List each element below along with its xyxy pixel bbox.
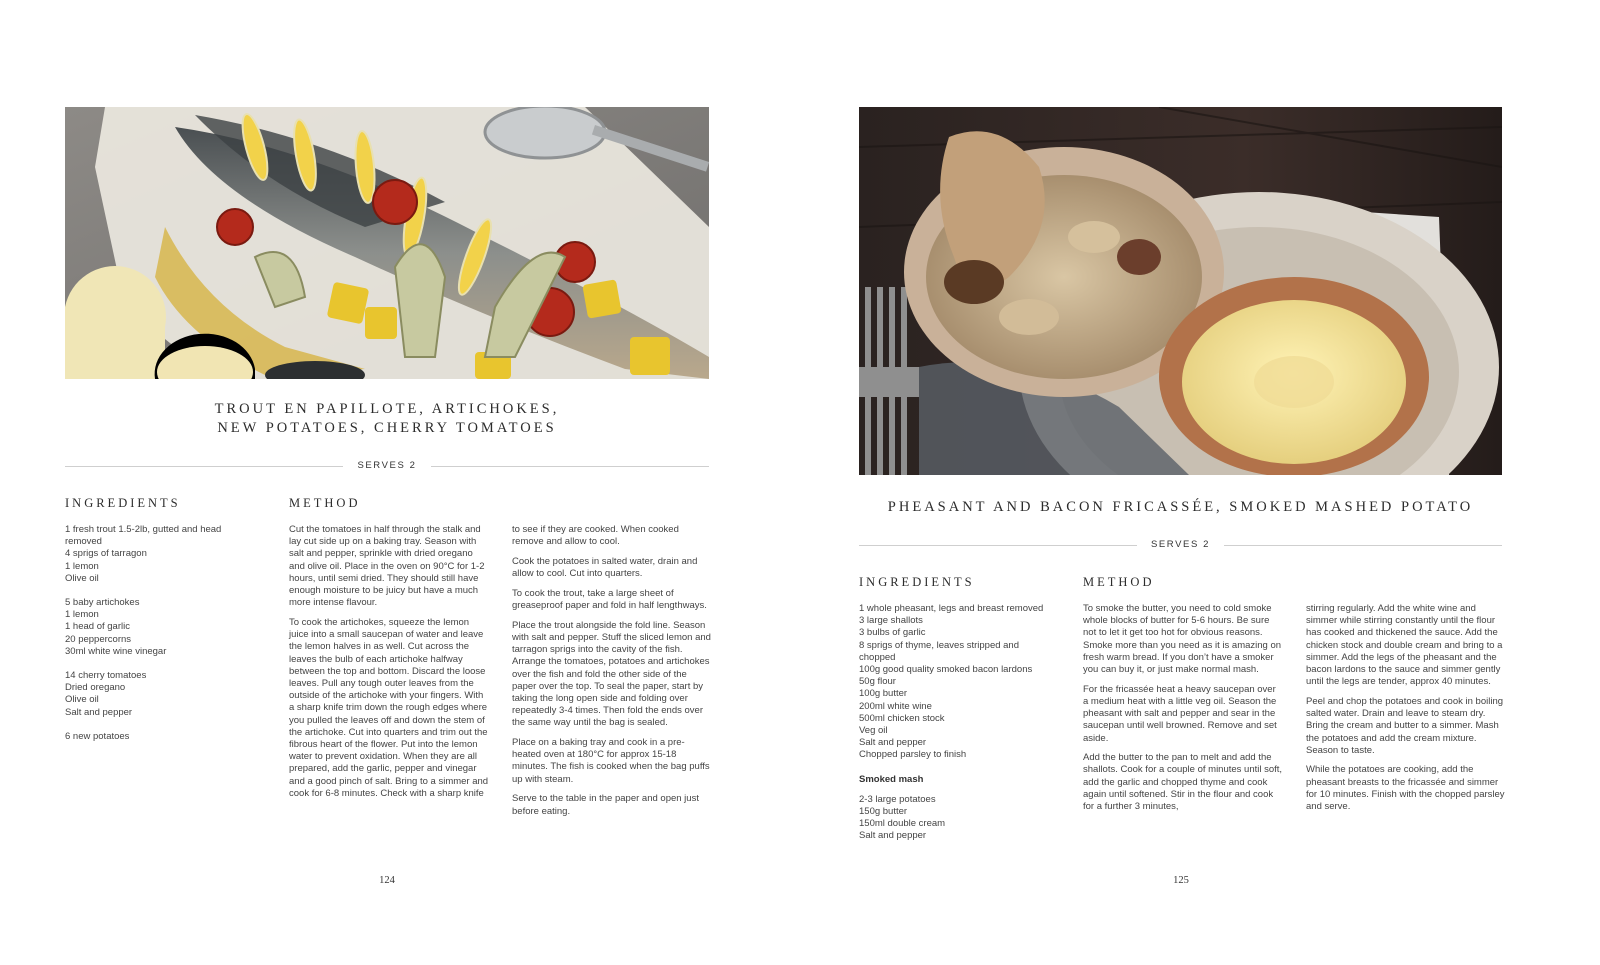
ingredient-item: 3 large shallots (859, 615, 923, 627)
ingredient-item: 2-3 large potatoes (859, 793, 936, 805)
method-paragraph: stirring regularly. Add the white wine and simmer while stirring constantly until the flour has cooked and thickened the sauce. Add the chicken stock and double cream and bring to a simmer. Add the legs of the pheasant and the bacon lardons to the sauce and simmer gently until the legs are tender, approx 40 minutes. (1306, 603, 1503, 688)
right-page (800, 0, 1600, 965)
page-number: 124 (379, 875, 395, 886)
ingredient-item: Salt and pepper (65, 706, 133, 718)
smoked-mash-heading: Smoked mash (859, 773, 924, 785)
ingredient-item: 20 peppercorns (65, 633, 132, 645)
method-paragraph: to see if they are cooked. When cooked remove and allow to cool. (512, 524, 679, 548)
ingredient-item: Chopped parsley to finish (859, 749, 967, 761)
ingredient-group (65, 670, 275, 719)
ingredient-item: 100g butter (859, 688, 908, 700)
method-paragraph: Peel and chop the potatoes and cook in boiling salted water. Drain and leave to steam dry. Bring the cream and butter to a simmer. Mash the potatoes and add the cream mixture. Season to taste. (1306, 695, 1504, 756)
ingredients-list (859, 603, 1069, 855)
ingredient-item: 1 whole pheasant, legs and breast removed (859, 603, 1044, 614)
ingredient-item: Salt and pepper (859, 737, 927, 749)
method-paragraph: Serve to the table in the paper and open just before eating. (512, 793, 699, 817)
ingredient-item: chopped (859, 651, 896, 663)
method-paragraph: To cook the trout, take a large sheet of greaseproof paper and fold in half lengthways. (512, 587, 707, 612)
method-column-2 (512, 524, 712, 825)
method-paragraph: Cut the tomatoes in half through the stalk and lay cut side up on a baking tray. Season with salt and pepper, sprinkle with dried oregano and olive oil. Place in the oven on 90°C for 1-2 hours, until semi dried. They should still have enough moisture to be juicy but have a much more intense flavour. (289, 524, 485, 609)
method-column-1 (1083, 603, 1283, 821)
method-heading: METHOD (1083, 575, 1155, 589)
ingredient-item: Olive oil (65, 694, 99, 706)
recipe-title (65, 400, 709, 438)
ingredient-item: 1 head of garlic (65, 621, 130, 633)
ingredient-item: 6 new potatoes (65, 730, 130, 742)
ingredient-item: 50g flour (859, 676, 896, 688)
ingredient-item: 8 sprigs of thyme, leaves stripped and (859, 639, 1020, 651)
ingredient-item: 14 cherry tomatoes (65, 670, 147, 682)
recipe-title: PHEASANT AND BACON FRICASSÉE, SMOKED MASHED POTATO (887, 499, 1474, 515)
ingredient-item: 100g good quality smoked bacon lardons (859, 664, 1033, 676)
serves-row (859, 539, 1502, 551)
ingredient-item: removed (65, 536, 102, 548)
ingredients-heading: INGREDIENTS (65, 496, 181, 510)
ingredients-heading: INGREDIENTS (859, 575, 975, 589)
ingredient-item: 5 baby artichokes (65, 597, 140, 609)
ingredient-item: Veg oil (859, 725, 888, 737)
method-paragraph: Place the trout alongside the fold line. Season with salt and pepper. Stuff the sliced lemon and tarragon sprigs into the cavity of the fish. Arrange the tomatoes, potatoes and artichokes over the fish and fold the other side of the paper over the top. To seal the paper, start by taking the long open side and folding over repeatedly 3-4 times. Then fold the ends over the same way until the bag is sealed. (512, 619, 711, 729)
ingredient-group (65, 597, 275, 658)
trout-photo (65, 107, 709, 379)
title-line-2: NEW POTATOES, CHERRY TOMATOES (217, 420, 557, 436)
ingredients-list (65, 524, 275, 755)
ingredient-item: Olive oil (65, 572, 99, 584)
ingredient-item: 200ml white wine (859, 700, 932, 712)
ingredient-item: Salt and pepper (859, 830, 927, 842)
ingredient-item: Dried oregano (65, 682, 126, 694)
method-column-2 (1306, 603, 1506, 821)
ingredient-item: 4 sprigs of tarragon (65, 548, 147, 560)
ingredient-group (65, 731, 275, 743)
ingredient-group (65, 524, 275, 585)
method-paragraph: Place on a baking tray and cook in a pre-heated oven at 180°C for approx 15-18 minutes. The fish is cooked when the bag puffs up with steam. (512, 737, 710, 785)
serves-label: SERVES 2 (343, 460, 430, 471)
method-paragraph: Add the butter to the pan to melt and add the shallots. Cook for a couple of minutes until soft, add the garlic and chopped thyme and cook again until softened. Stir in the flour and cook for a further 3 minutes, (1083, 752, 1283, 813)
ingredient-item: 1 lemon (65, 609, 99, 621)
method-paragraph: To smoke the butter, you need to cold smoke whole blocks of butter for 5-6 hours. Be sure not to let it get too hot for obvious reasons. Smoke more than you need as it is amazing on fresh warm bread. If you don’t have a smoker you can buy it, or just make normal mash. (1083, 603, 1282, 676)
pheasant-photo (859, 107, 1502, 475)
ingredient-item: 1 lemon (65, 560, 99, 572)
serves-row (65, 460, 709, 472)
method-column-1 (289, 524, 489, 807)
ingredient-item: 500ml chicken stock (859, 712, 945, 724)
ingredient-item: 150g butter (859, 806, 908, 818)
method-heading: METHOD (289, 496, 361, 510)
ingredient-item: 1 fresh trout 1.5-2lb, gutted and head (65, 524, 222, 535)
title-line-1: TROUT EN PAPILLOTE, ARTICHOKES, (214, 401, 560, 417)
method-paragraph: For the fricassée heat a heavy saucepan over a medium heat with a little veg oil. Season the pheasant with salt and pepper and sear in the saucepan until well browned. Remove and set aside. (1083, 683, 1277, 744)
ingredient-group (859, 603, 1069, 762)
ingredient-item: 30ml white wine vinegar (65, 645, 167, 657)
ingredient-item: 150ml double cream (859, 818, 946, 830)
method-paragraph: Cook the potatoes in salted water, drain and allow to cool. Cut into quarters. (512, 555, 698, 580)
method-paragraph: While the potatoes are cooking, add the pheasant breasts to the fricassée and simmer for 10 minutes. Finish with the chopped parsley and serve. (1306, 764, 1505, 813)
page-number: 125 (1173, 875, 1189, 886)
ingredient-item: 3 bulbs of garlic (859, 627, 926, 639)
method-paragraph: To cook the artichokes, squeeze the lemon juice into a small saucepan of water and leave the lemon halves in as well. Cut across the leaves the bulb of each artichoke halfway between the top and bottom. Discard the loose leaves. Pull any tough outer leaves from the outside of the artichoke with your fingers. With a sharp knife trim down the rough edges where you pulled the leaves off and down the stem of the artichoke. Cut into quarters and trim out the fibrous heart of the flower. Put into the lemon water to prevent oxidation. When they are all prepared, add the garlic, pepper and vinegar and a good pinch of salt. Bring to a simmer and cook for 6-8 minutes. Check with a sharp knife (289, 616, 489, 799)
serves-label: SERVES 2 (1137, 539, 1224, 550)
